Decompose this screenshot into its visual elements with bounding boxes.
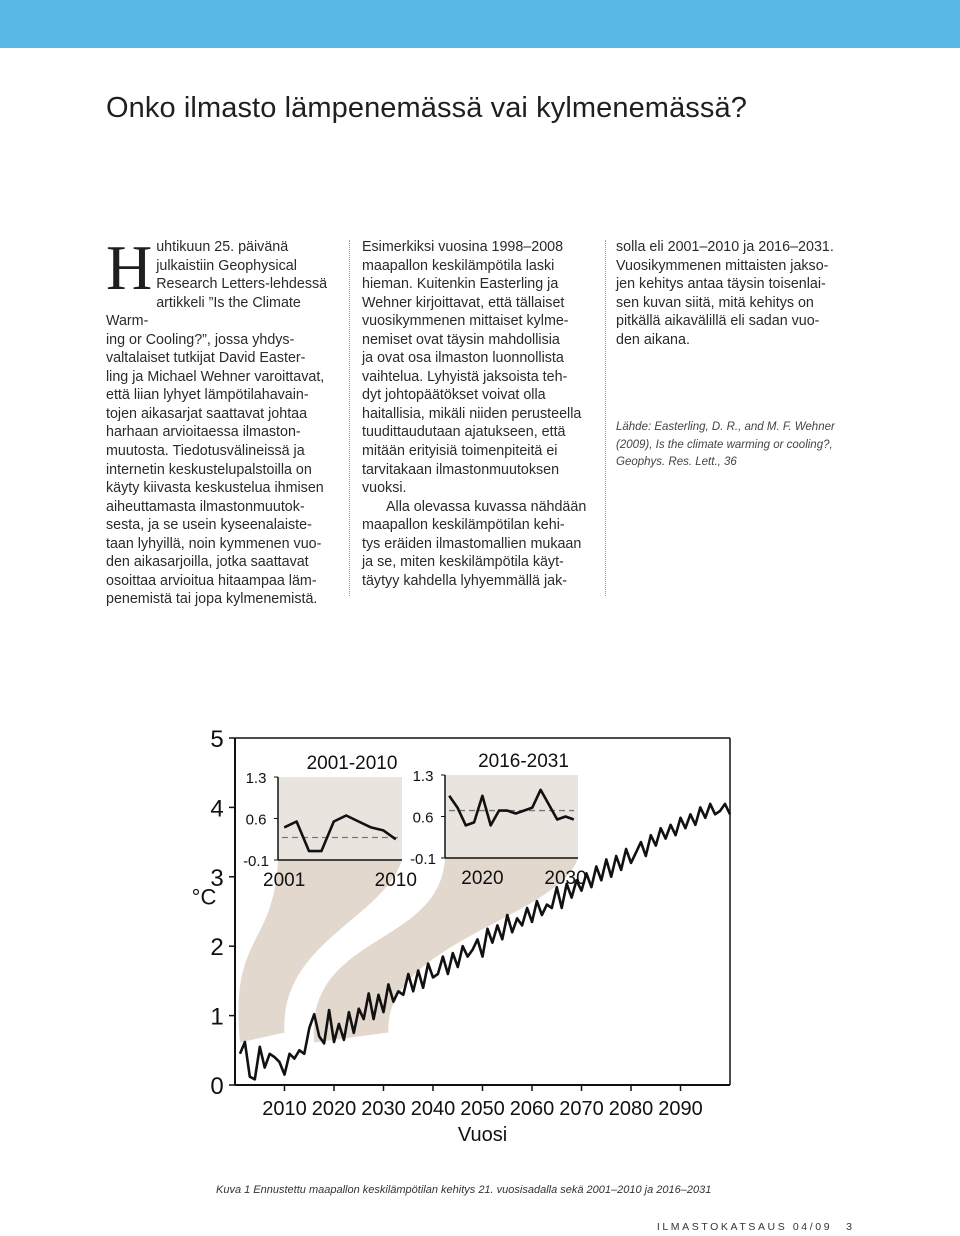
x-tick-label: 2050	[460, 1098, 505, 1120]
header-band	[0, 0, 960, 48]
page-footer	[657, 1221, 852, 1233]
x-tick-label: 2080	[608, 1098, 654, 1120]
y-tick-label: 3	[210, 864, 224, 892]
inset-title: 2016-2031	[478, 751, 569, 772]
x-tick-label: 2020	[311, 1098, 357, 1120]
page-number: 3	[846, 1221, 852, 1233]
publication-name: ILMASTOKATSAUS 04/09	[656, 1221, 833, 1233]
text-column-2	[362, 238, 596, 590]
y-tick-label: 0	[210, 1073, 224, 1100]
inset-y-tick-label: -0.1	[243, 853, 269, 870]
x-tick-label: 2090	[658, 1098, 703, 1120]
text-column-3	[616, 238, 856, 472]
y-tick-label: 2	[210, 934, 224, 962]
x-tick-label: 2060	[509, 1098, 555, 1120]
column-divider	[605, 240, 606, 596]
inset-title: 2001-2010	[306, 753, 398, 774]
article-title: Onko ilmasto lämpenemässä vai kylmenemässä?	[106, 92, 747, 124]
inset-x-tick-label: 2010	[374, 870, 417, 891]
inset-y-tick-label: -0.1	[410, 851, 436, 868]
paragraph-3: Alla olevassa kuvassa nähdään maapallon keskilämpötilan kehi- tys eräiden ilmastomallien mukaan ja se, miten keskilämpötila käyt- täytyy kahdella lyhyemmällä jak-	[362, 498, 587, 589]
figure-caption: Kuva 1 Ennustettu maapallon keskilämpötilan kehitys 21. vuosisadalla sekä 2001–2010 ja 2016–2031	[216, 1184, 712, 1196]
y-axis-title: °C	[191, 884, 217, 910]
inset-y-tick-label: 0.6	[412, 809, 434, 827]
x-tick-label: 2070	[559, 1098, 604, 1120]
inset-y-tick-label: 1.3	[412, 768, 434, 785]
inset-x-tick-label: 2001	[263, 870, 306, 891]
inset-panel	[445, 775, 578, 858]
source-reference: Lähde: Easterling, D. R., and M. F. Wehner (2009), Is the climate warming or cooling?, Geophys. Res. Lett., 36	[616, 421, 835, 469]
x-tick-label: 2030	[361, 1098, 406, 1120]
drop-cap: H	[106, 232, 153, 303]
inset-x-tick-label: 2020	[461, 868, 504, 889]
text-column-1	[106, 232, 338, 609]
x-axis-title: Vuosi	[457, 1124, 508, 1146]
paragraph-4: solla eli 2001–2010 ja 2016–2031. Vuosikymmenen mittaisten jakso- jen kehitys antaa täysin toisenlai- sen kuvan siitä, mitä kehitys on pitkällä aikavälillä eli sadan vuo- den aikana.	[616, 239, 834, 348]
y-tick-label: 4	[210, 795, 224, 823]
inset-y-tick-label: 1.3	[245, 770, 267, 787]
temperature-chart	[180, 720, 780, 1150]
paragraph-1: uhtikuun 25. päivänä julkaistiin Geophysical Research Letters-lehdessä artikkeli ”Is the Climate Warm- ing or Cooling?”, jossa yhdys- valtalaiset tutkijat David Easter- ling ja Michael Wehner varoittavat, että liian lyhyet lämpötilahavain- tojen aikasarjat saattavat johtaa harhaan arvioitaessa ilmaston- muutosta. Tiedotusvälineissä ja internetin keskustelupalstoilla on käyty kiivasta keskustelua ihmisen aiheuttamasta ilmastonmuutok- sesta, ja se usein kyseenalaiste- taan lyhyillä, noin kymmenen vuo- den aikasarjoilla, jotka saattavat osoittaa arvioitua hitaampaa läm- penemistä tai jopa kylmenemistä.	[106, 239, 328, 608]
inset-x-tick-label: 2030	[544, 868, 587, 889]
paragraph-2: Esimerkiksi vuosina 1998–2008 maapallon keskilämpötila laski hieman. Kuitenkin Easterling ja Wehner kirjoittavat, että tällaiset vuosikymmenen mittaiset kylme- nemiset ovat täysin mahdollisia ja ovat osa ilmaston luonnollista vaihtelua. Lyhyistä jaksoista teh- dyt johtopäätökset voivat olla haitallisia, mikäli niiden perusteella tuudittaudutaan ajatukseen, että mitään erityisiä toimenpiteitä ei tarvitakaan ilmastonmuutoksen vuoksi.	[362, 239, 582, 497]
y-tick-label: 1	[210, 1003, 224, 1031]
x-tick-label: 2010	[262, 1098, 307, 1120]
y-tick-label: 5	[210, 726, 224, 753]
inset-y-tick-label: 0.6	[245, 811, 267, 829]
x-tick-label: 2040	[410, 1098, 456, 1120]
column-divider	[349, 240, 350, 596]
